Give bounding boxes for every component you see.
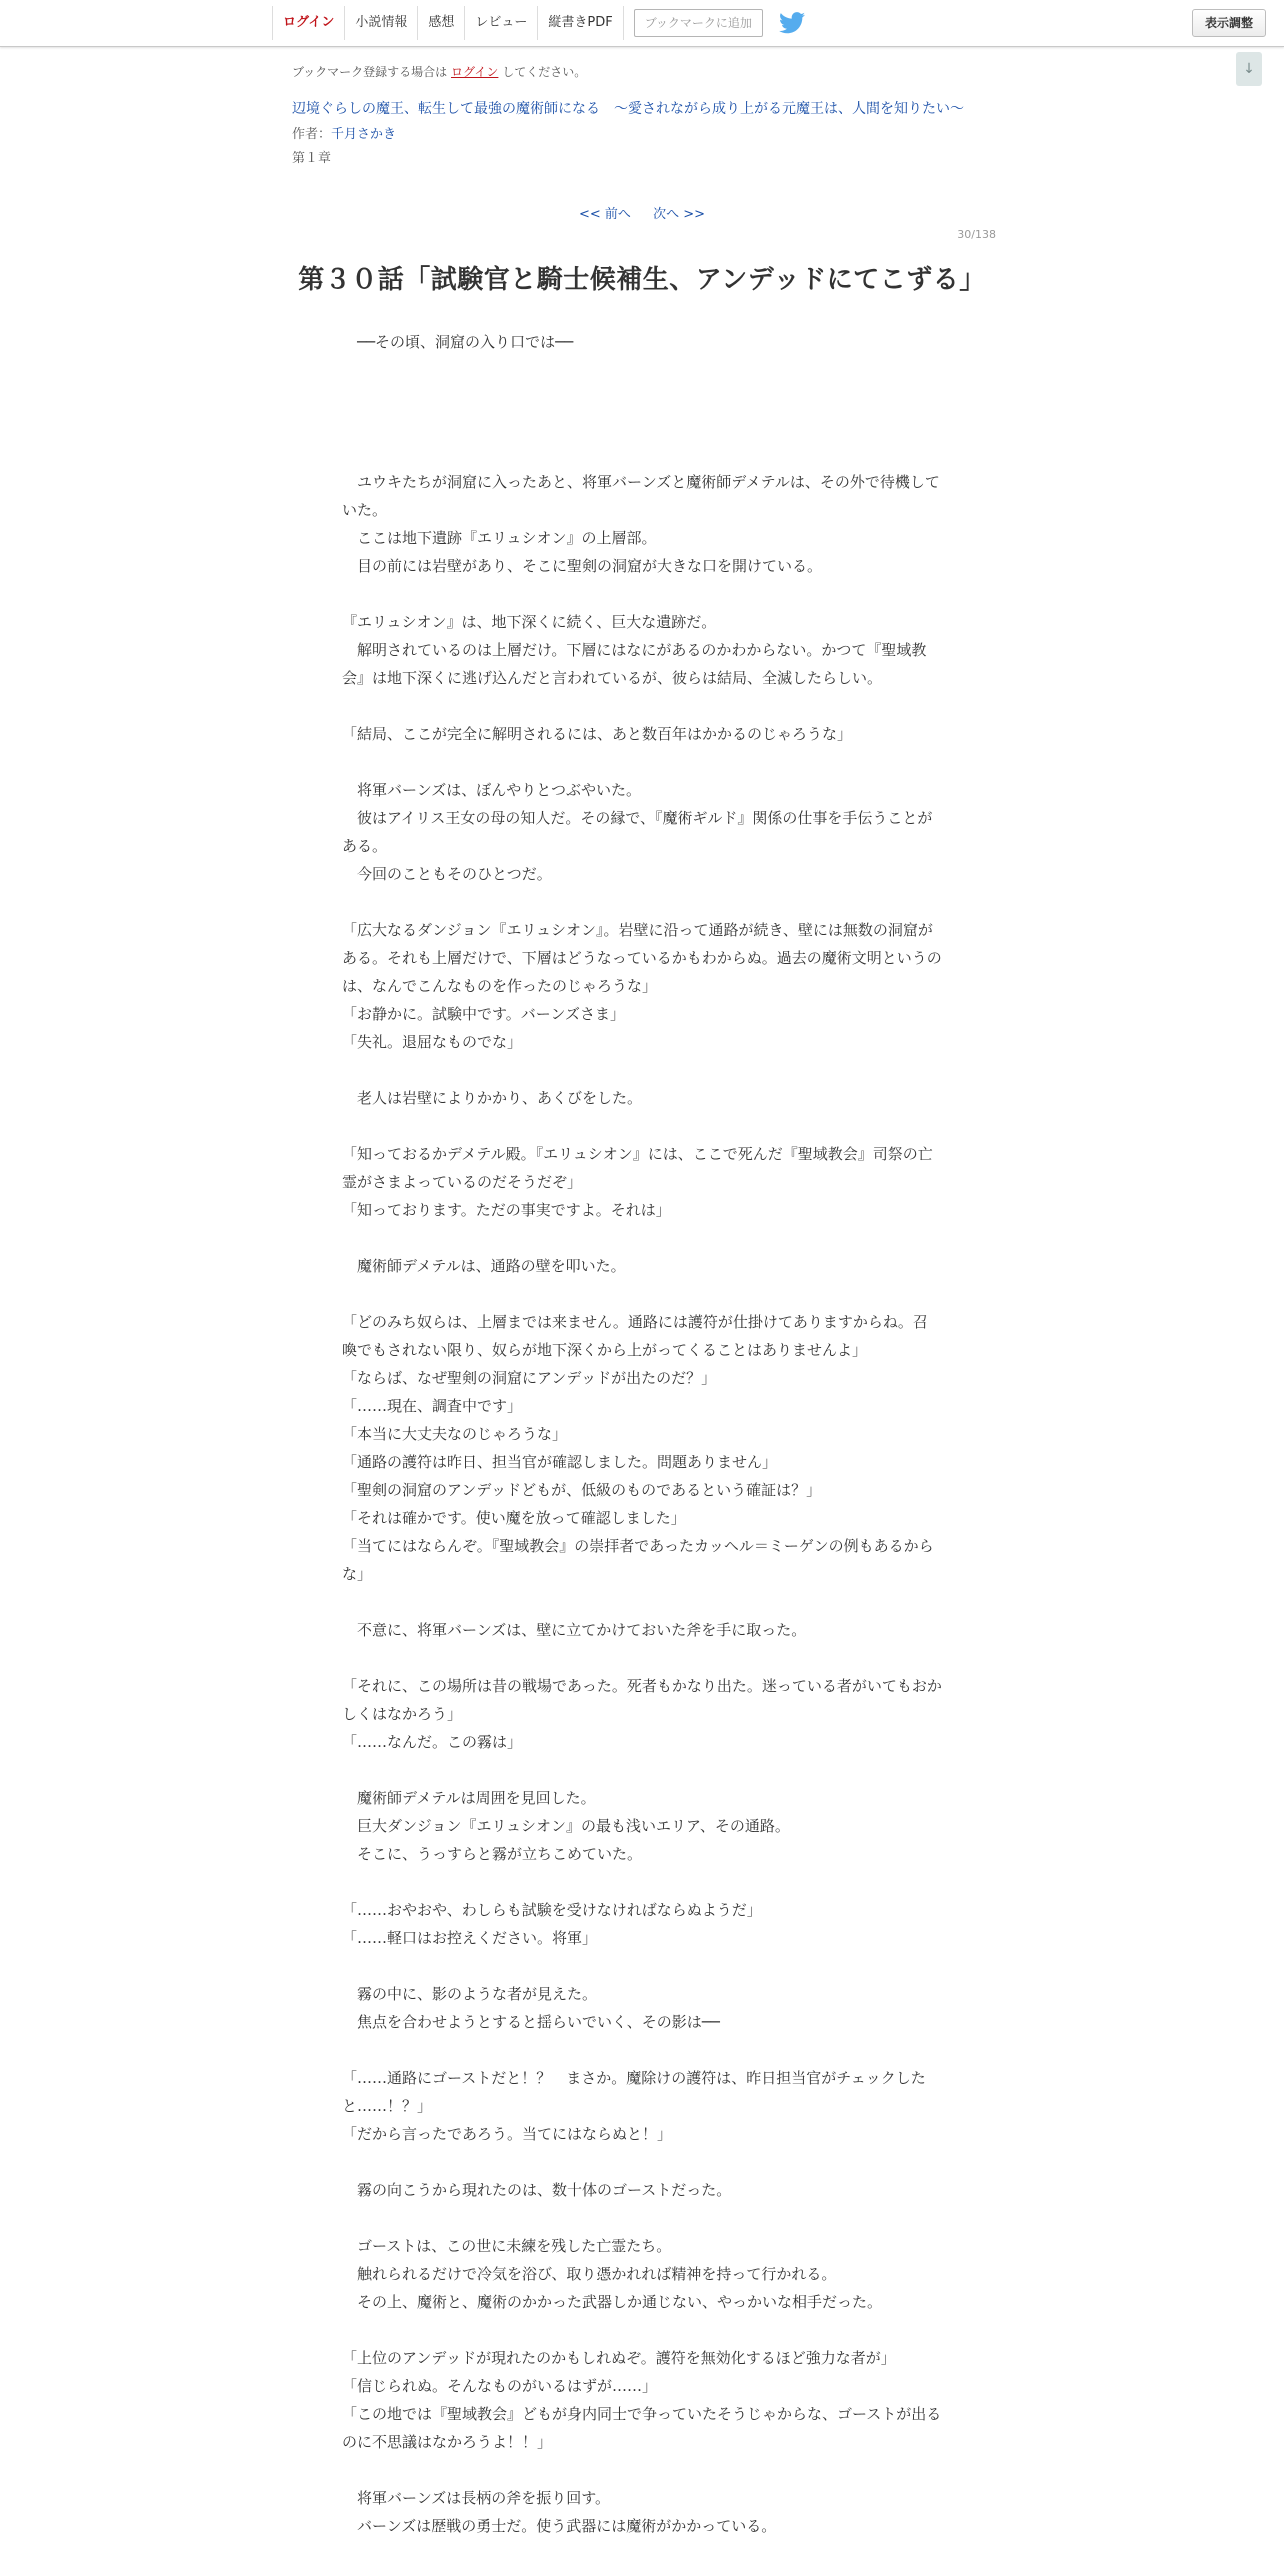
- body-line: [342, 2148, 942, 2176]
- nav-novel-info[interactable]: 小説情報: [344, 6, 417, 40]
- body-line: 彼はアイリス王女の母の知人だ。その縁で、『魔術ギルド』関係の仕事を手伝うことがある。: [342, 809, 933, 855]
- episode-count: 30/138: [957, 228, 996, 241]
- next-episode-link[interactable]: 次へ >>: [653, 207, 705, 222]
- body-line: ゴーストは、この世に未練を残した亡霊たち。: [342, 2237, 672, 2255]
- body-line: 「……なんだ。この霧は」: [342, 1733, 523, 1751]
- author-line: [292, 123, 396, 142]
- body-line: 将軍バーンズは、ぼんやりとつぶやいた。: [342, 781, 641, 799]
- body-line: 『エリュシオン』は、地下深くに続く、巨大な遺跡だ。: [342, 613, 717, 631]
- prev-episode-link[interactable]: << 前へ: [579, 207, 631, 222]
- body-line: 「本当に大丈夫なのじゃろうな」: [342, 1425, 568, 1443]
- display-adjust-button[interactable]: 表示調整: [1192, 9, 1266, 37]
- body-line: 「結局、ここが完全に解明されるには、あと数百年はかかるのじゃろうな」: [342, 725, 853, 743]
- bookmark-note-after: してください。: [502, 65, 587, 79]
- nav-review[interactable]: レビュー: [464, 6, 537, 40]
- body-line: 「……おやおや、わしらも試験を受けなければならぬようだ」: [342, 1901, 762, 1919]
- body-line: 今回のこともそのひとつだ。: [342, 865, 552, 883]
- body-line: 「失礼。退屈なものでな」: [342, 1033, 523, 1051]
- body-line: [342, 1588, 942, 1616]
- body-line: 「上位のアンデッドが現れたのかもしれぬぞ。護符を無効化するほど強力な者が」: [342, 2349, 896, 2367]
- body-line: 「……軽口はお控えください。将軍」: [342, 1929, 598, 1947]
- nav-vertical-pdf[interactable]: 縦書きPDF: [537, 6, 623, 40]
- bookmark-note-before: ブックマーク登録する場合は: [292, 65, 448, 79]
- body-line: [342, 1280, 942, 1308]
- novel-body: [342, 328, 942, 2540]
- body-line: 焦点を合わせようとすると揺らいでいく、その影は──: [342, 2013, 720, 2031]
- body-line: そこに、うっすらと霧が立ちこめていた。: [342, 1845, 643, 1863]
- nav-impressions[interactable]: 感想: [417, 6, 464, 40]
- body-line: バーンズは歴戦の勇士だ。使う武器には魔術がかかっている。: [342, 2517, 777, 2535]
- body-line: [342, 2036, 942, 2064]
- author-label: 作者：: [292, 127, 332, 142]
- body-line: 不意に、将軍バーンズは、壁に立てかけておいた斧を手に取った。: [342, 1621, 807, 1639]
- episode-title: 第３０話「試験官と騎士候補生、アンデッドにてこずる」: [298, 265, 986, 295]
- body-line: 「広大なるダンジョン『エリュシオン』。岩壁に沿って通路が続き、壁には無数の洞窟がある。それも上層だけで、下層はどうなっているかもわからぬ。過去の魔術文明というのは、なんでこんなものを作ったのじゃろうな」: [342, 921, 942, 995]
- body-line: [342, 356, 942, 384]
- body-line: 老人は岩壁によりかかり、あくびをした。: [342, 1089, 643, 1107]
- body-line: [342, 1952, 942, 1980]
- body-line: 「知っておるかデメテル殿。『エリュシオン』には、ここで死んだ『聖域教会』司祭の亡霊がさまよっているのだそうだぞ」: [342, 1145, 933, 1191]
- scroll-down-icon[interactable]: ↓: [1236, 52, 1262, 86]
- body-line: [342, 692, 942, 720]
- nav-login[interactable]: ログイン: [272, 6, 344, 40]
- body-line: 「どのみち奴らは、上層までは来ません。通路には護符が仕掛けてありますからね。召喚でもされない限り、奴らが地下深くから上がってくることはありませんよ」: [342, 1313, 928, 1359]
- body-line: 「ならば、なぜ聖剣の洞窟にアンデッドが出たのだ？」: [342, 1369, 717, 1387]
- body-line: 「お静かに。試験中です。バーンズさま」: [342, 1005, 626, 1023]
- body-line: ここは地下遺跡『エリュシオン』の上層部。: [342, 529, 657, 547]
- body-line: 「聖剣の洞窟のアンデッドどもが、低級のものであるという確証は？」: [342, 1481, 822, 1499]
- body-line: 「この地では『聖域教会』どもが身内同士で争っていたそうじゃからな、ゴーストが出るのに不思議はなかろうよ！！」: [342, 2405, 942, 2451]
- body-line: [342, 1224, 942, 1252]
- body-line: 霧の中に、影のような者が見えた。: [342, 1985, 598, 2003]
- body-line: ユウキたちが洞窟に入ったあと、将軍バーンズと魔術師デメテルは、その外で待機していた。: [342, 473, 940, 519]
- body-line: 魔術師デメテルは、通路の壁を叩いた。: [342, 1257, 626, 1275]
- top-bar: [0, 0, 1284, 47]
- body-line: 「……通路にゴーストだと！？ まさか。魔除けの護符は、昨日担当官がチェックしたと……！？」: [342, 2069, 926, 2115]
- episode-pager: [0, 203, 1284, 222]
- body-line: [342, 440, 942, 468]
- body-line: 「通路の護符は昨日、担当官が確認しました。問題ありません」: [342, 1453, 778, 1471]
- body-line: [342, 888, 942, 916]
- body-line: 解明されているのは上層だけ。下層にはなにがあるのかわからない。かつて『聖域教会』は地下深くに逃げ込んだと言われているが、彼らは結局、全滅したらしい。: [342, 641, 927, 687]
- body-line: [342, 384, 942, 412]
- body-line: [342, 580, 942, 608]
- body-line: 「信じられぬ。そんなものがいるはずが……」: [342, 2377, 658, 2395]
- body-line: [342, 748, 942, 776]
- bookmark-note-login-link[interactable]: ログイン: [451, 65, 499, 79]
- author-link[interactable]: 千月さかき: [331, 127, 397, 142]
- body-line: 「当てにはならんぞ。『聖域教会』の崇拝者であったカッヘル＝ミーゲンの例もあるからな」: [342, 1537, 934, 1583]
- body-line: [342, 1644, 942, 1672]
- body-line: 巨大ダンジョン『エリュシオン』の最も浅いエリア、その通路。: [342, 1817, 790, 1835]
- body-line: [342, 2316, 942, 2344]
- body-line: [342, 412, 942, 440]
- body-line: ──その頃、洞窟の入り口では──: [342, 333, 574, 351]
- body-line: 触れられるだけで冷気を浴び、取り憑かれれば精神を持って行かれる。: [342, 2265, 837, 2283]
- body-line: 「知っております。ただの事実ですよ。それは」: [342, 1201, 671, 1219]
- body-line: [342, 1112, 942, 1140]
- body-line: [342, 1056, 942, 1084]
- global-nav: [272, 6, 805, 40]
- body-line: [342, 1756, 942, 1784]
- body-line: 魔術師デメテルは周囲を見回した。: [342, 1789, 596, 1807]
- body-line: 「それは確かです。使い魔を放って確認しました」: [342, 1509, 686, 1527]
- body-line: 「……現在、調査中です」: [342, 1397, 523, 1415]
- body-line: 「それに、この場所は昔の戦場であった。死者もかなり出た。迷っている者がいてもおかしくはなかろう」: [342, 1677, 942, 1723]
- chapter-label: 第１章: [292, 151, 332, 166]
- body-line: 将軍バーンズは長柄の斧を振り回す。: [342, 2489, 611, 2507]
- body-line: 霧の向こうから現れたのは、数十体のゴーストだった。: [342, 2181, 732, 2199]
- body-line: 「だから言ったであろう。当てにはならぬと！」: [342, 2125, 673, 2143]
- body-line: [342, 2456, 942, 2484]
- add-bookmark-button[interactable]: ブックマークに追加: [634, 9, 763, 37]
- bookmark-login-note: [292, 63, 586, 80]
- twitter-icon[interactable]: [779, 12, 805, 34]
- series-title-link[interactable]: 辺境ぐらしの魔王、転生して最強の魔術師になる 〜愛されながら成り上がる元魔王は、人間を知りたい〜: [292, 101, 964, 117]
- body-line: 目の前には岩壁があり、そこに聖剣の洞窟が大きな口を開けている。: [342, 557, 823, 575]
- body-line: その上、魔術と、魔術のかかった武器しか通じない、やっかいな相手だった。: [342, 2293, 883, 2311]
- body-line: [342, 2204, 942, 2232]
- body-line: [342, 1868, 942, 1896]
